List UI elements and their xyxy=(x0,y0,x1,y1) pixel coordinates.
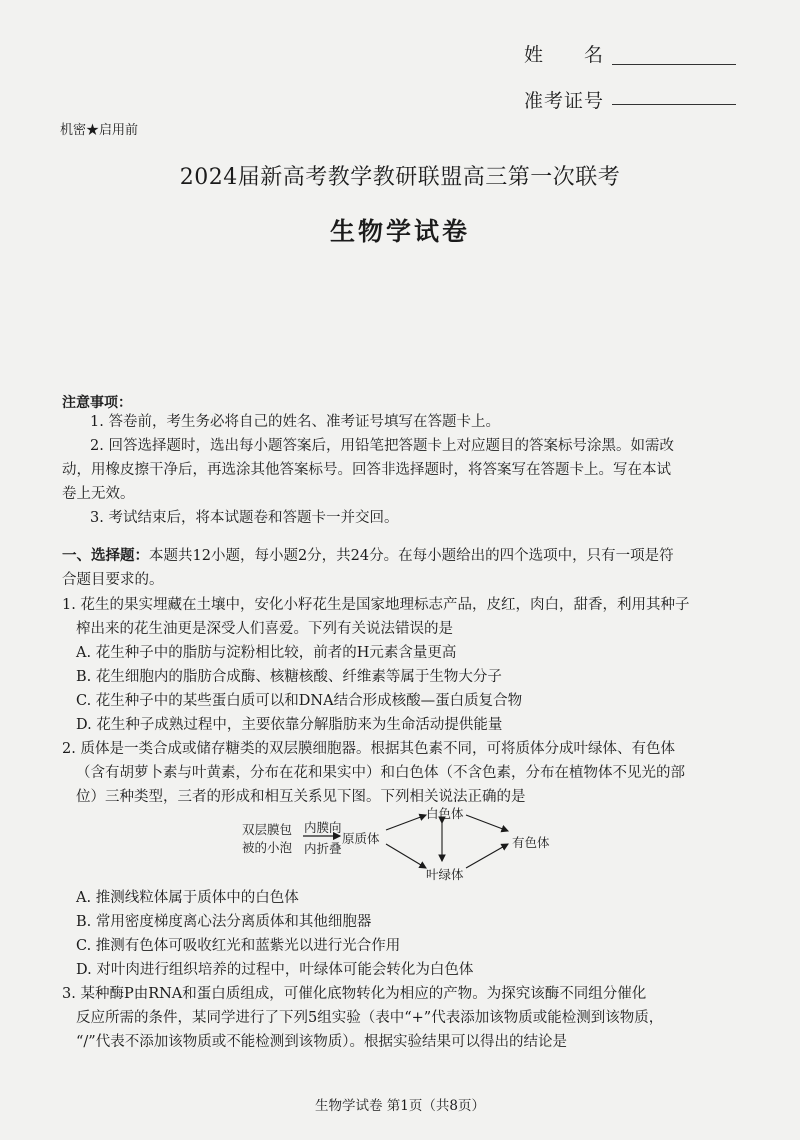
q2-option-c[interactable]: C. 推测有色体可吸收红光和蓝紫光以进行光合作用 xyxy=(76,938,401,954)
name-label: 姓 名 xyxy=(524,44,605,66)
note-item-3: 3. 考试结束后，将本试题卷和答题卡一并交回。 xyxy=(90,510,399,526)
note-item-2-line-2: 动，用橡皮擦干净后，再选涂其他答案标号。回答非选择题时，将答案写在答题卡上。写在本试 xyxy=(62,462,671,478)
q2-stem-line-2: （含有胡萝卜素与叶黄素，分布在花和果实中）和白色体（不含色素，分布在植物体不见光的部 xyxy=(76,765,685,781)
label-proplastid: 原质体 xyxy=(342,831,380,846)
q3-stem-line-1: 3. 某种酶P由RNA和蛋白质组成，可催化底物转化为相应的产物。为探究该酶不同组分催化 xyxy=(62,986,647,1002)
label-vesicle-top: 双层膜包 xyxy=(242,822,293,837)
q2-option-b[interactable]: B. 常用密度梯度离心法分离质体和其他细胞器 xyxy=(76,914,372,930)
q1-stem-line-1: 1. 花生的果实埋藏在土壤中，安化小籽花生是国家地理标志产品，皮红，肉白，甜香，利用其种子 xyxy=(62,597,690,613)
q2-stem-line-1: 2. 质体是一类合成或储存糖类的双层膜细胞器。根据其色素不同，可将质体分成叶绿体、有色体 xyxy=(62,741,675,757)
q1-option-a[interactable]: A. 花生种子中的脂肪与淀粉相比较，前者的H元素含量更高 xyxy=(76,645,457,661)
q1-option-c[interactable]: C. 花生种子中的某些蛋白质可以和DNA结合形成核酸—蛋白质复合物 xyxy=(76,693,523,709)
label-arrow-bottom: 内折叠 xyxy=(304,841,342,856)
label-vesicle-bottom: 被的小泡 xyxy=(242,840,293,855)
subject-title: 生物学试卷 xyxy=(329,217,470,246)
exam-id-blank-line[interactable] xyxy=(612,104,736,105)
label-chromoplast: 有色体 xyxy=(512,835,550,850)
note-item-2-line-3: 卷上无效。 xyxy=(62,486,135,502)
exam-title: 2024届新高考教学教研联盟高三第一次联考 xyxy=(179,165,621,190)
arrow-chloroplast-to-chromoplast xyxy=(466,844,508,868)
section-heading-line-1 xyxy=(62,544,674,568)
q2-option-d[interactable]: D. 对叶肉进行组织培养的过程中，叶绿体可能会转化为白色体 xyxy=(76,962,474,978)
label-arrow-top: 内膜向 xyxy=(304,820,342,835)
plastid-relationship-diagram xyxy=(240,806,560,880)
page-footer: 生物学试卷 第1页（共8页） xyxy=(315,1098,485,1114)
name-blank-line[interactable] xyxy=(612,64,736,65)
q1-option-b[interactable]: B. 花生细胞内的脂肪合成酶、核糖核酸、纤维素等属于生物大分子 xyxy=(76,669,502,685)
q1-stem-line-2: 榨出来的花生油更是深受人们喜爱。下列有关说法错误的是 xyxy=(76,621,453,637)
label-leucoplast: 白色体 xyxy=(426,806,464,821)
q2-stem-line-3: 位）三种类型，三者的形成和相互关系见下图。下列相关说法正确的是 xyxy=(76,789,526,805)
notes-title: 注意事项： xyxy=(62,395,132,411)
q3-stem-line-2: 反应所需的条件，某同学进行了下列5组实验（表中“+”代表添加该物质或能检测到该物质， xyxy=(76,1010,664,1026)
section-heading-line-2: 合题目要求的。 xyxy=(62,572,164,588)
exam-id-label: 准考证号 xyxy=(524,90,605,112)
section-heading-bold: 一、选择题： xyxy=(62,547,149,564)
q2-option-a[interactable]: A. 推测线粒体属于质体中的白色体 xyxy=(76,890,299,906)
note-item-2-line-1: 2. 回答选择题时，选出每小题答案后，用铅笔把答题卡上对应题目的答案标号涂黑。如需改 xyxy=(90,438,674,454)
q1-option-d[interactable]: D. 花生种子成熟过程中，主要依靠分解脂肪来为生命活动提供能量 xyxy=(76,717,503,733)
label-chloroplast: 叶绿体 xyxy=(426,867,464,882)
arrow-proplastid-to-chloroplast xyxy=(386,844,426,868)
confidential-label: 机密★启用前 xyxy=(60,123,139,138)
arrow-proplastid-to-leucoplast xyxy=(386,815,426,830)
section-heading-text: 本题共12小题，每小题2分，共24分。在每小题给出的四个选项中，只有一项是符 xyxy=(149,548,674,564)
q3-stem-line-3: “/”代表不添加该物质或不能检测到该物质）。根据实验结果可以得出的结论是 xyxy=(76,1034,567,1050)
arrow-leucoplast-to-chromoplast xyxy=(466,815,508,831)
note-item-1: 1. 答卷前，考生务必将自己的姓名、准考证号填写在答题卡上。 xyxy=(90,414,500,430)
